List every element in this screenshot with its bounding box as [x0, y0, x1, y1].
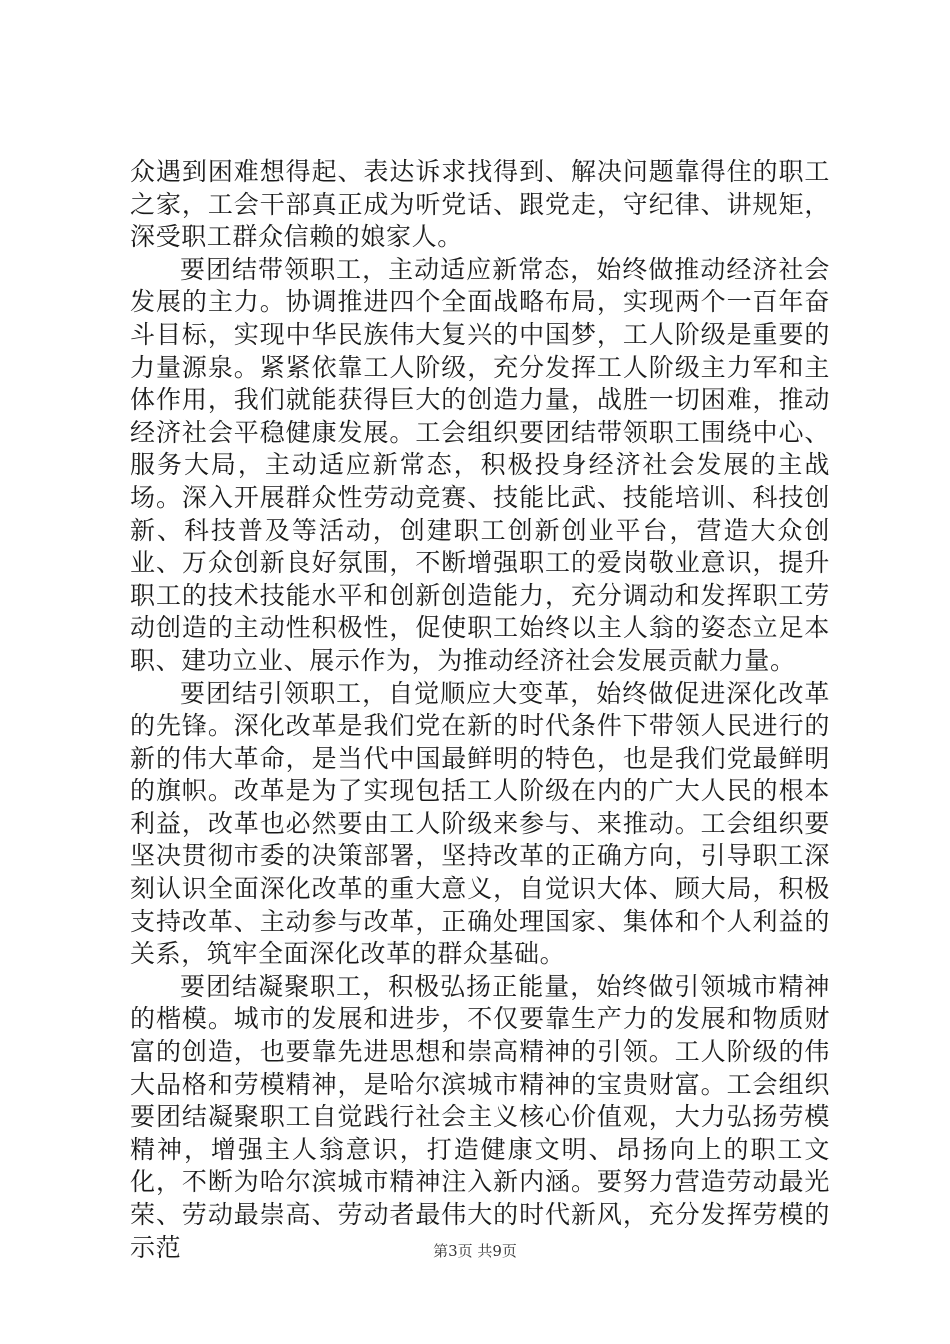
page-number-footer: 第3页 共9页	[433, 1242, 517, 1260]
document-body	[130, 156, 830, 1264]
paragraph-2: 要团结带领职工，主动适应新常态，始终做推动经济社会发展的主力。协调推进四个全面战略布局，实现两个一百年奋斗目标，实现中华民族伟大复兴的中国梦，工人阶级是重要的力量源泉。紧紧依靠工人阶级，充分发挥工人阶级主力军和主体作用，我们就能获得巨大的创造力量，战胜一切困难，推动经济社会平稳健康发展。工会组织要团结带领职工围绕中心、服务大局，主动适应新常态，积极投身经济社会发展的主战场。深入开展群众性劳动竞赛、技能比武、技能培训、科技创新、科技普及等活动，创建职工创新创业平台，营造大众创业、万众创新良好氛围，不断增强职工的爱岗敬业意识，提升职工的技术技能水平和创新创造能力，充分调动和发挥职工劳动创造的主动性积极性，促使职工始终以主人翁的姿态立足本职、建功立业、展示作为，为推动经济社会发展贡献力量。	[130, 254, 830, 675]
paragraph-4: 要团结凝聚职工，积极弘扬正能量，始终做引领城市精神的楷模。城市的发展和进步，不仅要靠生产力的发展和物质财富的创造，也要靠先进思想和崇高精神的引领。工人阶级的伟大品格和劳模精神，是哈尔滨城市精神的宝贵财富。工会组织要团结凝聚职工自觉践行社会主义核心价值观，大力弘扬劳模精神，增强主人翁意识，打造健康文明、昂扬向上的职工文化，不断为哈尔滨城市精神注入新内涵。要努力营造劳动最光荣、劳动最崇高、劳动者最伟大的时代新风，充分发挥劳模的示范	[130, 971, 830, 1262]
paragraph-3: 要团结引领职工，自觉顺应大变革，始终做促进深化改革的先锋。深化改革是我们党在新的时代条件下带领人民进行的新的伟大革命，是当代中国最鲜明的特色，也是我们党最鲜明的旗帜。改革是为了实现包括工人阶级在内的广大人民的根本利益，改革也必然要由工人阶级来参与、来推动。工会组织要坚决贯彻市委的决策部署，坚持改革的正确方向，引导职工深刻认识全面深化改革的重大意义，自觉识大体、顾大局，积极支持改革、主动参与改革，正确处理国家、集体和个人利益的关系，筑牢全面深化改革的群众基础。	[130, 678, 830, 969]
paragraph-1: 众遇到困难想得起、表达诉求找得到、解决问题靠得住的职工之家，工会干部真正成为听党话、跟党走，守纪律、讲规矩，深受职工群众信赖的娘家人。	[130, 157, 830, 252]
